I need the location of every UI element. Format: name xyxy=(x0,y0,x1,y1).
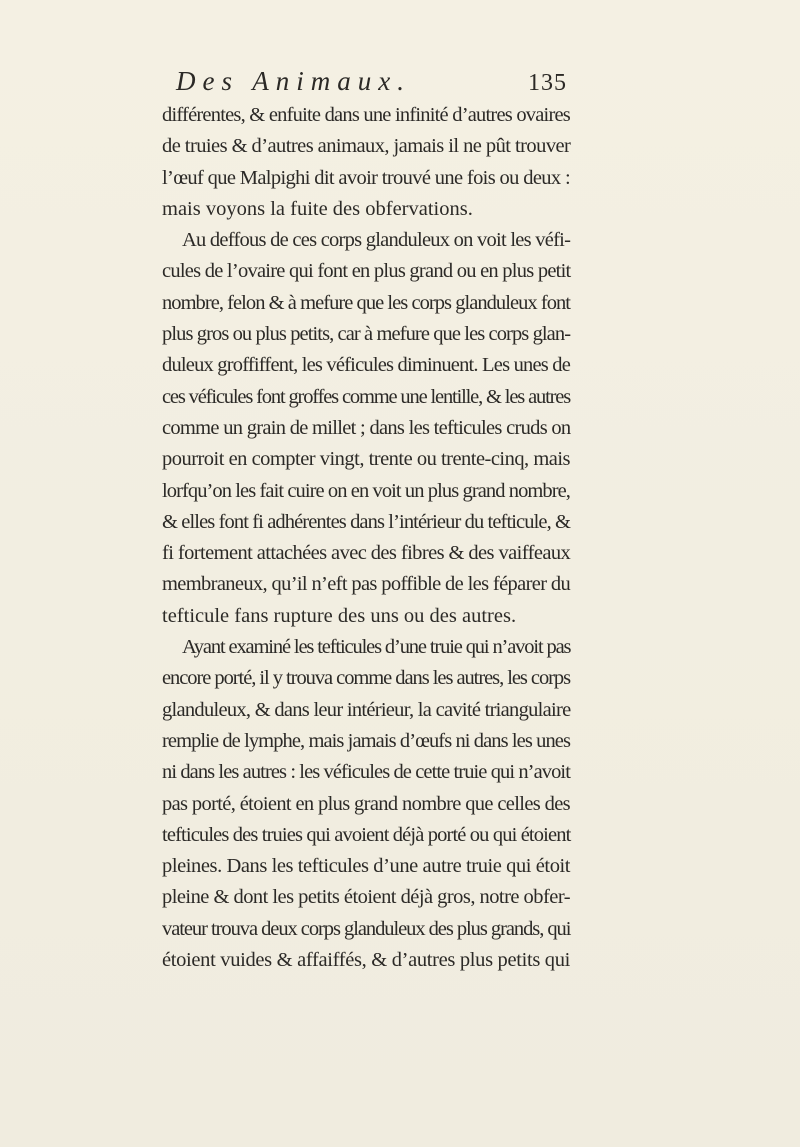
paragraph-2 xyxy=(162,225,570,632)
text-line: tefticule fans rupture des uns ou des autres. xyxy=(162,604,517,627)
paragraph-1 xyxy=(162,100,570,225)
text-line: comme un grain de millet ; dans les tefticules cruds on xyxy=(162,416,571,439)
body-text xyxy=(162,100,570,976)
text-line: Ayant examiné les tefticules d’une truie qui n’avoit pas xyxy=(182,636,571,659)
text-line: mais voyons la fuite des obfervations. xyxy=(162,197,473,220)
running-head: Des Animaux. xyxy=(176,66,411,96)
text-line: cules de l’ovaire qui font en plus grand ou en plus petit xyxy=(162,260,571,283)
text-line: membraneux, qu’il n’eft pas poffible de les féparer du xyxy=(162,573,571,596)
text-line: lorfqu’on les fait cuire on en voit un plus grand nombre, xyxy=(162,479,570,502)
text-line: Au deffous de ces corps glanduleux on voit les véfi- xyxy=(182,229,571,252)
text-line: fi fortement attachées avec des fibres & des vaiffeaux xyxy=(162,542,571,565)
text-line: l’œuf que Malpighi dit avoir trouvé une fois ou deux : xyxy=(162,166,570,189)
text-line: différentes, & enfuite dans une infinité d’autres ovaires xyxy=(162,104,570,126)
text-line: encore porté, il y trouva comme dans les autres, les corps xyxy=(162,667,571,690)
text-line: vateur trouva deux corps glanduleux des plus grands, qui xyxy=(162,917,571,940)
text-line: remplie de lymphe, mais jamais d’œufs ni dans les unes xyxy=(162,729,570,752)
page-number: 135 xyxy=(528,70,567,96)
text-line: glanduleux, & dans leur intérieur, la cavité triangulaire xyxy=(162,698,571,721)
text-line: plus gros ou plus petits, car à mefure que les corps glan- xyxy=(162,323,571,346)
page-header xyxy=(0,66,800,100)
text-line: ces véficules font groffes comme une lentille, & les autres xyxy=(162,385,570,408)
text-line: pourroit en compter vingt, trente ou trente-cinq, mais xyxy=(162,448,570,471)
paragraph-3 xyxy=(162,632,570,976)
text-line: & elles font fi adhérentes dans l’intérieur du tefticule, & xyxy=(162,510,571,533)
text-line: pleine & dont les petits étoient déjà gros, notre obfer- xyxy=(162,886,570,909)
text-line: tefticules des truies qui avoient déjà porté ou qui étoient xyxy=(162,823,571,846)
text-line: ni dans les autres : les véficules de cette truie qui n’avoit xyxy=(162,761,570,784)
text-line: étoient vuides & affaiffés, & d’autres plus petits qui xyxy=(162,949,570,972)
text-line: de truies & d’autres animaux, jamais il ne pût trouver xyxy=(162,135,571,158)
text-line: pleines. Dans les tefticules d’une autre truie qui étoit xyxy=(162,855,571,878)
text-line: pas porté, étoient en plus grand nombre que celles des xyxy=(162,792,570,815)
text-line: duleux groffiffent, les véficules diminuent. Les unes de xyxy=(162,354,570,377)
text-line: nombre, felon & à mefure que les corps glanduleux font xyxy=(162,291,570,314)
